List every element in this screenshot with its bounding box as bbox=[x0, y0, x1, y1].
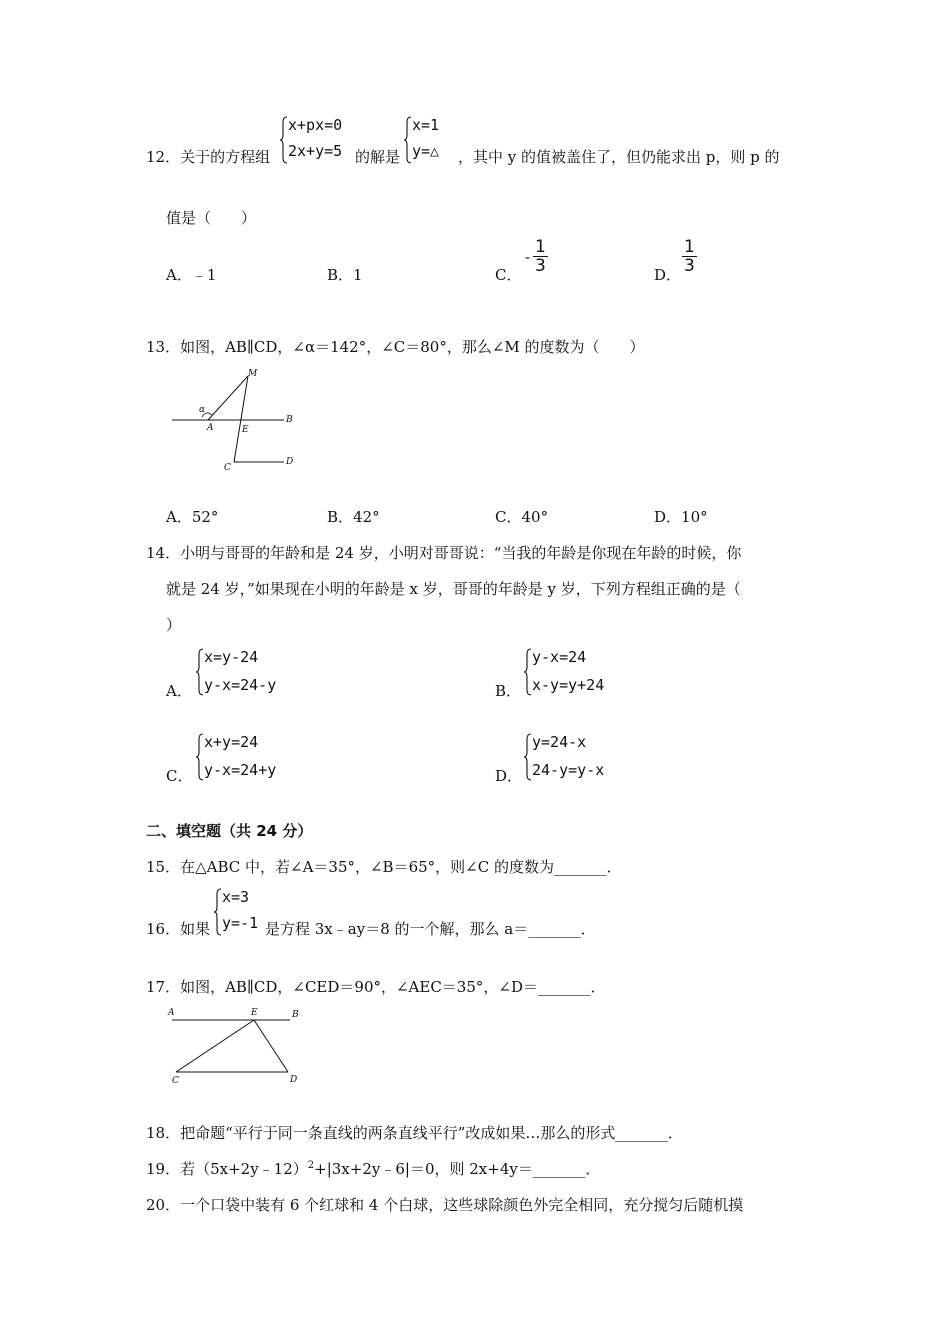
system-line2: 24-y=y-x bbox=[532, 761, 605, 779]
system-line2: y-x=24-y bbox=[204, 676, 277, 694]
label-a: A bbox=[168, 1008, 175, 1018]
q14-stem-line1: 14．小明与哥哥的年龄和是 24 岁，小明对哥哥说：“当我的年龄是你现在年龄的时候，你 bbox=[146, 544, 742, 562]
system-line1: x+y=24 bbox=[204, 733, 259, 751]
label-alpha: α bbox=[199, 405, 206, 415]
q15-stem: 15．在△ABC 中，若∠A＝35°，∠B＝65°，则∠C 的度数为_______． bbox=[146, 858, 622, 876]
label-e: E bbox=[242, 425, 249, 435]
q12-stem-line2: 值是（ ） bbox=[166, 209, 257, 227]
label-b: B bbox=[286, 415, 293, 425]
label-b: B bbox=[292, 1010, 299, 1020]
q18-stem: 18．把命题“平行于同一条直线的两条直线平行”改成如果…那么的形式_______． bbox=[146, 1124, 683, 1142]
fraction-numerator: 1 bbox=[535, 237, 546, 257]
q16-stem-b: 是方程 3x﹣ay＝8 的一个解，那么 a＝_______． bbox=[265, 920, 596, 938]
q12-option-b[interactable]: B．1 bbox=[327, 266, 363, 284]
q12-option-c-label[interactable]: C． bbox=[495, 266, 522, 284]
q14-stem-line2: 就是 24 岁，”如果现在小明的年龄是 x 岁，哥哥的年龄是 y 岁，下列方程组正确的是（ bbox=[166, 580, 741, 598]
q19-exponent: 2 bbox=[307, 1160, 315, 1171]
q16-system bbox=[214, 888, 268, 938]
q14-stem-line3: ） bbox=[166, 616, 182, 634]
label-a: A bbox=[207, 423, 214, 433]
label-c: C bbox=[224, 463, 231, 473]
q19-stem bbox=[146, 1158, 600, 1179]
q12-option-a[interactable]: A．﹣1 bbox=[166, 266, 217, 284]
q14-option-d-system[interactable] bbox=[524, 733, 634, 783]
brace-icon bbox=[524, 733, 532, 781]
system-line1: y=24-x bbox=[532, 733, 587, 751]
q14-option-d-label[interactable]: D． bbox=[495, 767, 523, 785]
label-d: D bbox=[286, 457, 294, 467]
brace-icon bbox=[404, 116, 412, 164]
q17-figure bbox=[162, 1004, 312, 1084]
q12-sys2-line2: y=△ bbox=[412, 142, 440, 160]
q16-stem-a: 16．如果 bbox=[146, 920, 211, 938]
q12-system-equations bbox=[280, 116, 356, 166]
system-line2: y=-1 bbox=[222, 914, 259, 932]
q13-option-b[interactable]: B．42° bbox=[327, 508, 380, 526]
q13-stem: 13．如图，AB∥CD，∠α＝142°，∠C＝80°，那么∠M 的度数为（ ） bbox=[146, 338, 645, 356]
brace-icon bbox=[196, 648, 204, 696]
system-line1: y-x=24 bbox=[532, 648, 587, 666]
q17-stem: 17．如图，AB∥CD，∠CED＝90°，∠AEC＝35°，∠D＝_______． bbox=[146, 978, 606, 996]
q12-stem-c: ，其中 y 的值被盖住了，但仍能求出 p，则 p 的 bbox=[458, 148, 780, 166]
system-line1: x=3 bbox=[222, 888, 250, 906]
q14-option-b-label[interactable]: B． bbox=[495, 682, 522, 700]
label-m: M bbox=[248, 369, 258, 379]
label-e: E bbox=[251, 1008, 258, 1018]
q12-solution-system bbox=[404, 116, 460, 166]
system-line2: y-x=24+y bbox=[204, 761, 277, 779]
brace-icon bbox=[196, 733, 204, 781]
q12-sys1-line2: 2x+y=5 bbox=[288, 142, 343, 160]
q13-option-a[interactable]: A．52° bbox=[166, 508, 219, 526]
q13-option-c[interactable]: C．40° bbox=[495, 508, 549, 526]
label-d: D bbox=[290, 1075, 298, 1084]
q20-stem: 20．一个口袋中装有 6 个红球和 4 个白球，这些球除颜色外完全相同，充分搅匀后随机摸 bbox=[146, 1196, 744, 1214]
q14-option-a-label[interactable]: A． bbox=[166, 682, 192, 700]
fraction-numerator: 1 bbox=[684, 237, 695, 257]
brace-icon bbox=[524, 648, 532, 696]
q19-stem-b: +|3x+2y﹣6|＝0，则 2x+4y＝_______． bbox=[314, 1160, 601, 1178]
label-c: C bbox=[172, 1076, 179, 1084]
q12-option-d-fraction bbox=[682, 238, 697, 275]
q14-option-c-system[interactable] bbox=[196, 733, 306, 783]
q14-option-b-system[interactable] bbox=[524, 648, 634, 698]
fraction-denominator: 3 bbox=[535, 256, 546, 276]
q12-option-d-label[interactable]: D． bbox=[654, 266, 682, 284]
q13-option-d[interactable]: D．10° bbox=[654, 508, 708, 526]
q12-option-c-sign: - bbox=[525, 248, 531, 266]
q14-option-a-system[interactable] bbox=[196, 648, 306, 698]
q12-sys2-line1: x=1 bbox=[412, 116, 440, 134]
q12-sys1-line1: x+px=0 bbox=[288, 116, 343, 134]
q12-stem-b: 的解是 bbox=[355, 148, 401, 166]
brace-icon bbox=[214, 888, 222, 936]
section-2-title: 二、填空题（共 24 分） bbox=[146, 822, 313, 840]
fraction-denominator: 3 bbox=[684, 256, 695, 276]
q12-stem-a: 12．关于的方程组 bbox=[146, 148, 271, 166]
system-line2: x-y=y+24 bbox=[532, 676, 605, 694]
q19-stem-a: 19．若（5x+2y﹣12） bbox=[146, 1160, 308, 1178]
system-line1: x=y-24 bbox=[204, 648, 259, 666]
q13-figure bbox=[166, 364, 306, 474]
brace-icon bbox=[280, 116, 288, 164]
q12-option-c-fraction bbox=[533, 238, 548, 275]
q14-option-c-label[interactable]: C． bbox=[166, 767, 193, 785]
